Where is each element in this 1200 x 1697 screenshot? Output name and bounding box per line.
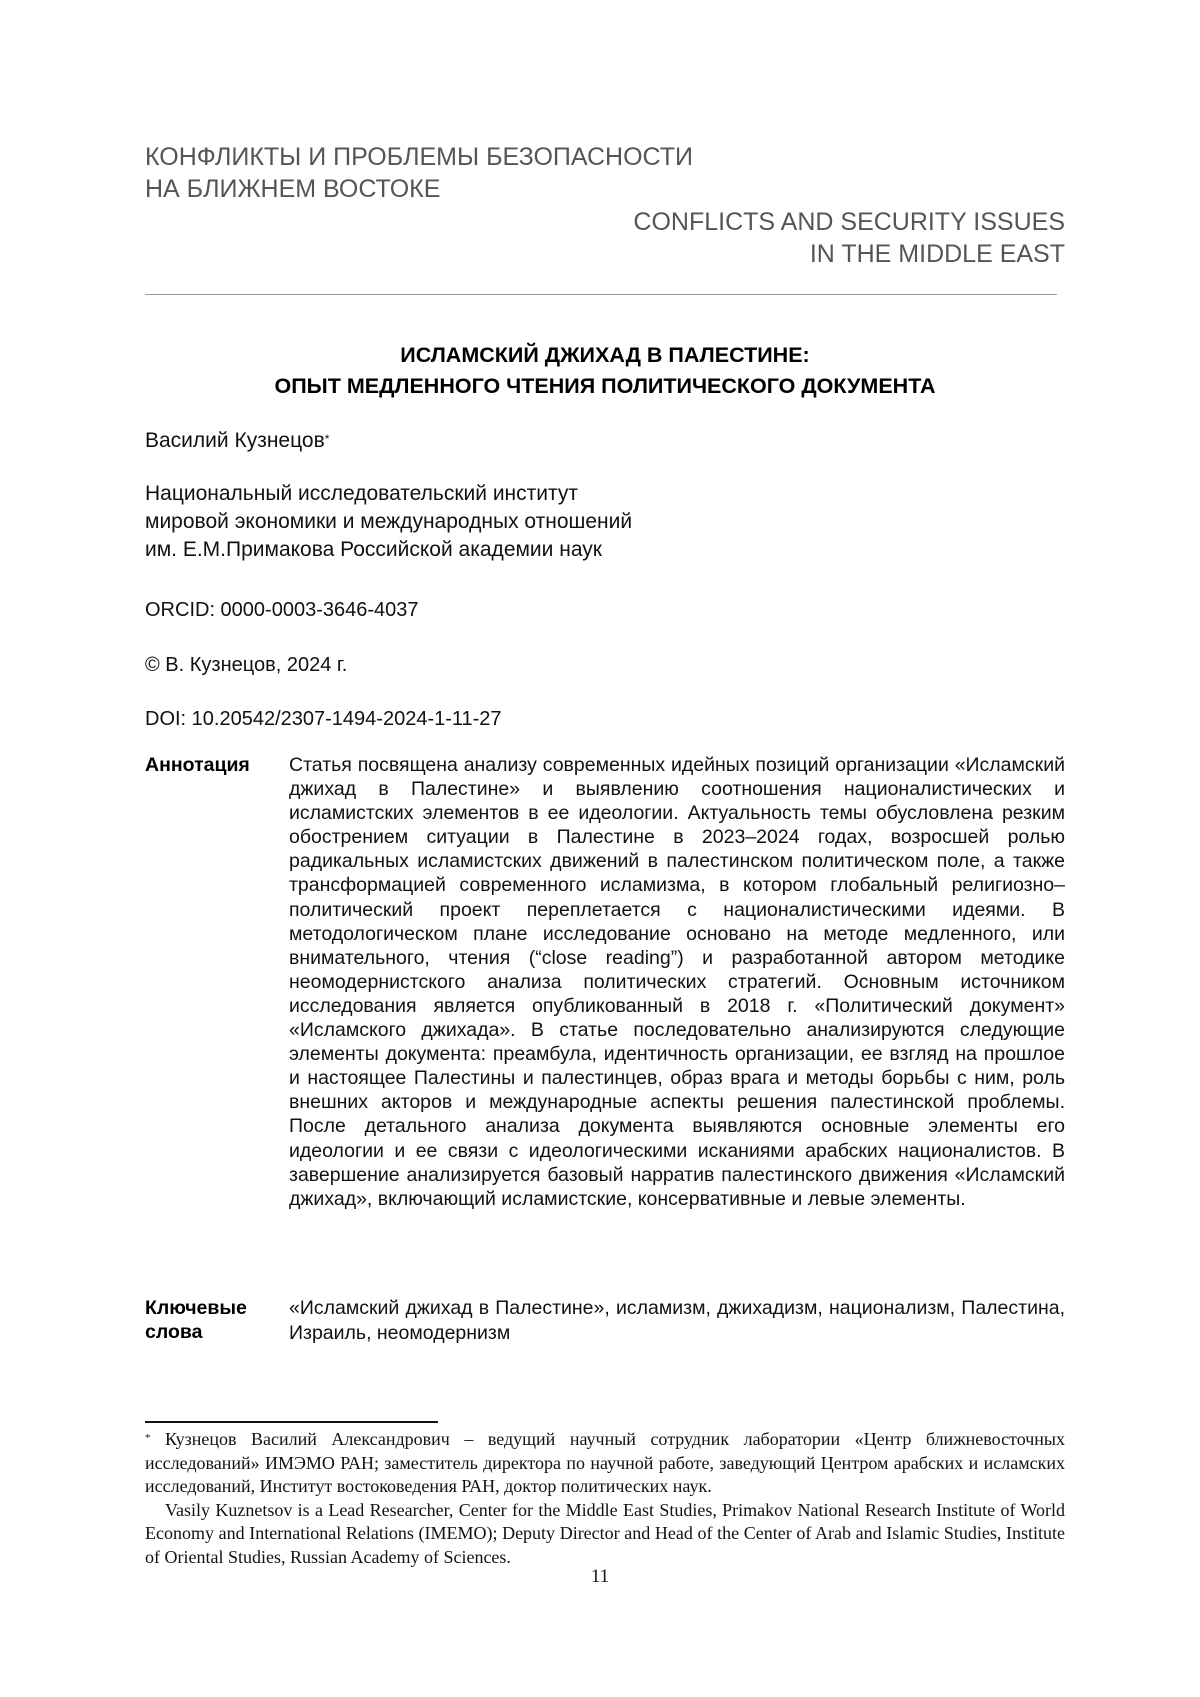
affiliation-line: мировой экономики и международных отношений <box>145 510 633 533</box>
author-footnote-mark[interactable]: * <box>324 432 330 446</box>
rubric-russian <box>145 141 693 205</box>
rubric-english <box>633 206 1065 270</box>
header-divider <box>145 294 1057 295</box>
rubric-english-line: CONFLICTS AND SECURITY ISSUES <box>633 208 1065 236</box>
footnote-mark: * <box>145 1432 151 1444</box>
abstract-label: Аннотация <box>145 754 250 776</box>
rubric-english-line: IN THE MIDDLE EAST <box>809 240 1065 268</box>
footnote-divider <box>145 1421 438 1423</box>
author <box>145 427 329 455</box>
copyright: © В. Кузнецов, 2024 г. <box>145 654 348 676</box>
article-title-line: ИСЛАМСКИЙ ДЖИХАД В ПАЛЕСТИНЕ: <box>400 343 810 367</box>
author-name: Василий Кузнецов <box>145 429 325 452</box>
keywords-label-line: слова <box>145 1321 203 1343</box>
rubric-russian-line: КОНФЛИКТЫ И ПРОБЛЕМЫ БЕЗОПАСНОСТИ <box>145 143 693 171</box>
keywords-text: «Исламский джихад в Палестине», исламизм, джихадизм, национализм, Палестина, Израиль, неомодернизм <box>289 1297 1065 1344</box>
footnote-russian-text: Кузнецов Василий Александрович – ведущий научный сотрудник лаборатории «Центр ближневосточных исследований» ИМЭМО РАН; заместитель директора по научной работе, заведующий Центром арабских и исламских исследований, Институт востоковедения РАН, доктор политических наук. <box>145 1429 1066 1496</box>
keywords-label-line: Ключевые <box>145 1297 247 1319</box>
orcid[interactable]: ORCID: 0000-0003-3646-4037 <box>145 599 419 621</box>
footnote <box>145 1428 1065 1569</box>
article-title-line: ОПЫТ МЕДЛЕННОГО ЧТЕНИЯ ПОЛИТИЧЕСКОГО ДОКУМЕНТА <box>274 374 936 398</box>
page-number: 11 <box>590 1566 610 1587</box>
footnote-english: Vasily Kuznetsov is a Lead Researcher, Center for the Middle East Studies, Primakov National Research Institute of World Economy and International Relations (IMEMO); Deputy Director and Head of the Center of Arab and Islamic Studies, Institute of Oriental Studies, Russian Academy of Sciences. <box>145 1499 1065 1567</box>
affiliation <box>145 480 632 564</box>
doi[interactable]: DOI: 10.20542/2307-1494-2024-1-11-27 <box>145 708 502 730</box>
keywords-label <box>145 1296 247 1344</box>
footnote-russian <box>145 1428 1065 1499</box>
affiliation-line: Национальный исследовательский институт <box>145 482 578 505</box>
abstract-text: Статья посвящена анализу современных идейных позиций организации «Исламский джихад в Палестине» и выявлению соотношения националистических и исламистских элементов в ее идеологии. Актуальность темы обусловлена резким обострением ситуации в Палестине в 2023–2024 годах, возросшей ролью радикальных исламистских движений в палестинском политическом поле, а также трансформацией современного исламизма, в котором глобальный религиозно–политический проект переплетается с националистическими идеями. В методологическом плане исследование основано на методе медленного, или внимательного, чтения (“close reading”) и разработанной автором методике неомодернистского анализа политических стратегий. Основным источником исследования является опубликованный в 2018 г. «Политический документ» «Исламского джихада». В статье последовательно анализируются следующие элементы документа: преамбула, идентичность организации, ее взгляд на прошлое и настоящее Палестины и палестинцев, образ врага и методы борьбы с ним, роль внешних акторов и международные аспекты решения палестинской проблемы. После детального анализа документа выявляются основные элементы его идеологии и ее связи с идеологическими исканиями арабских националистов. В завершение анализируется базовый нарратив палестинского движения «Исламский джихад», включающий исламистские, консервативные и левые элементы. <box>289 754 1065 1210</box>
rubric-russian-line: НА БЛИЖНЕМ ВОСТОКЕ <box>145 175 441 203</box>
affiliation-line: им. Е.М.Примакова Российской академии наук <box>145 538 602 561</box>
article-title <box>145 340 1065 402</box>
